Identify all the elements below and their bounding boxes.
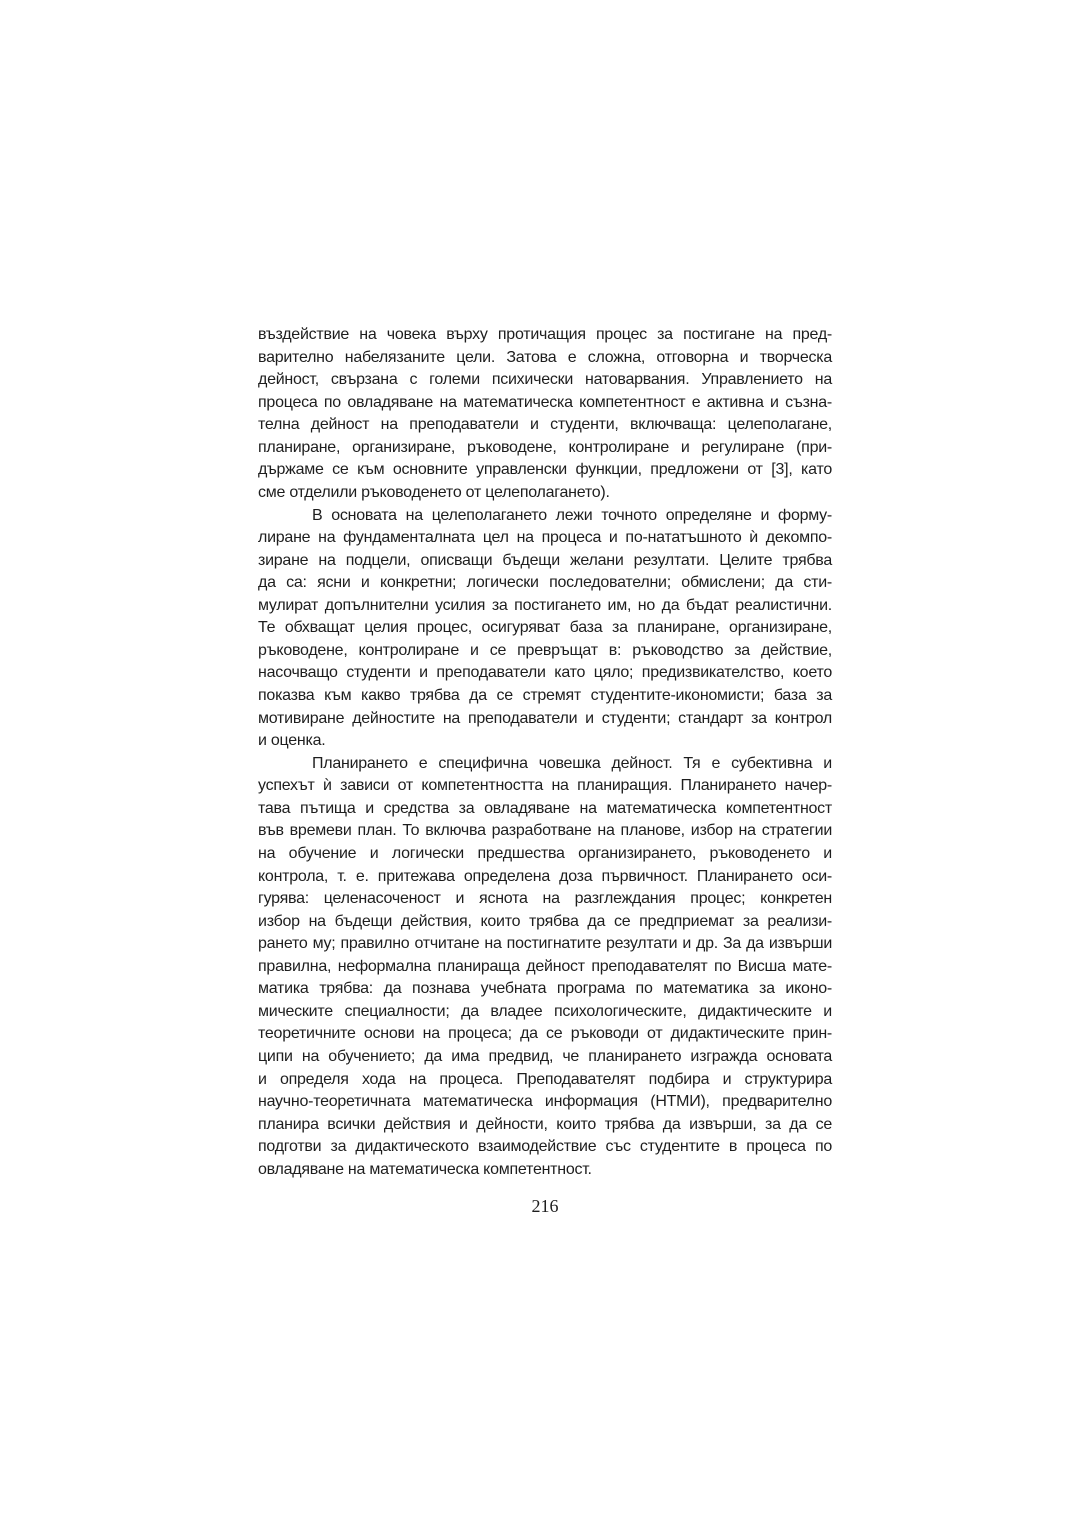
text-line: подготви за дидактическото взаимодействие със студентите в процеса по: [258, 1138, 832, 1156]
text-line: В основата на целеполагането лежи точното определяне и форму-: [312, 506, 832, 524]
text-line: планира всички действия и дейности, които трябва да извърши, за да се: [258, 1115, 832, 1133]
text-line: матика трябва: да познава учебната програма по математика за иконо-: [258, 980, 832, 998]
text-line: мическите специалности; да владее психологическите, дидактическите и: [258, 1002, 832, 1020]
text-line: успехът ѝ зависи от компетентността на планиращия. Планирането начер-: [258, 777, 832, 795]
text-line: Планирането е специфична човешка дейност. Тя е субективна и: [312, 754, 832, 772]
text-line: контрола, т. е. притежава определена доза първичност. Планирането оси-: [258, 867, 832, 885]
text-line: рането му; правилно отчитане на постигнатите резултати и др. За да извърши: [258, 935, 832, 953]
text-line: на обучение и логически предшества организирането, ръководенето и: [258, 844, 832, 862]
text-line: във времеви план. То включва разработване на планове, избор на стратегии: [258, 822, 832, 840]
text-line: и оценка.: [258, 732, 326, 750]
text-line: държаме се към основните управленски функции, предложени от [3], като: [258, 461, 832, 479]
text-line: да са: ясни и конкретни; логически последователни; обмислени; да сти-: [258, 574, 832, 592]
text-line: научно-теоретичната математическа информация (НТМИ), предварително: [258, 1093, 832, 1111]
text-line: ръководене, контролиране и се превръщат в: ръководство за действие,: [258, 641, 832, 659]
text-line: мулират допълнителни усилия за постигането им, но да бъдат реалистични.: [258, 596, 832, 614]
text-line: показва към какво трябва да се стремят студентите-икономисти; база за: [258, 687, 832, 704]
text-line: гурява: целенасоченост и яснота на разглеждания процес; конкретен: [258, 890, 832, 908]
body-text: [258, 324, 832, 1181]
text-line: насочващо студенти и преподаватели като цяло; предизвикателство, което: [258, 664, 832, 682]
text-line: варително набелязаните цели. Затова е сложна, отговорна и творческа: [258, 348, 832, 366]
text-line: дейност, свързана с големи психически натоварвания. Управлението на: [258, 371, 832, 389]
text-line: лиране на фундаменталната цел на процеса и по-нататъшното ѝ декомпо-: [258, 529, 832, 547]
text-line: процеса по овладяване на математическа компетентност е активна и съзна-: [258, 393, 832, 411]
text-line: планиране, организиране, ръководене, контролиране и регулиране (при-: [258, 438, 832, 456]
text-line: избор на бъдещи действия, които трябва да се предприемат за реализи-: [258, 912, 832, 930]
text-line: сме отделили ръководенето от целеполагането).: [258, 483, 610, 501]
text-line: теоретичните основи на процеса; да се ръководи от дидактическите прин-: [258, 1025, 832, 1043]
text-line: и определя хода на процеса. Преподавателят подбира и структурира: [258, 1070, 832, 1088]
paragraph: [258, 324, 832, 505]
paragraph: [258, 505, 832, 753]
text-line: правилна, неформална планираща дейност преподавателят по Висша мате-: [258, 957, 832, 975]
text-line: телна дейност на преподаватели и студенти, включваща: целеполагане,: [258, 416, 832, 434]
text-line: Те обхващат целия процес, осигуряват база за планиране, организиране,: [258, 619, 832, 637]
paragraph: [258, 753, 832, 1182]
text-line: овладяване на математическа компетентност.: [258, 1160, 592, 1178]
text-line: тава пътища и средства за овладяване на математическа компетентност: [258, 799, 832, 817]
page-number: 216: [531, 1196, 559, 1216]
text-line: мотивиране дейностите на преподаватели и студенти; стандарт за контрол: [258, 709, 832, 727]
text-line: ципи на обучението; да има предвид, че планирането изгражда основата: [258, 1048, 832, 1065]
text-line: зиране на подцели, описващи бъдещи желани резултати. Целите трябва: [258, 551, 832, 569]
text-line: въздействие на човека върху протичащия процес за постигане на пред-: [258, 326, 832, 343]
